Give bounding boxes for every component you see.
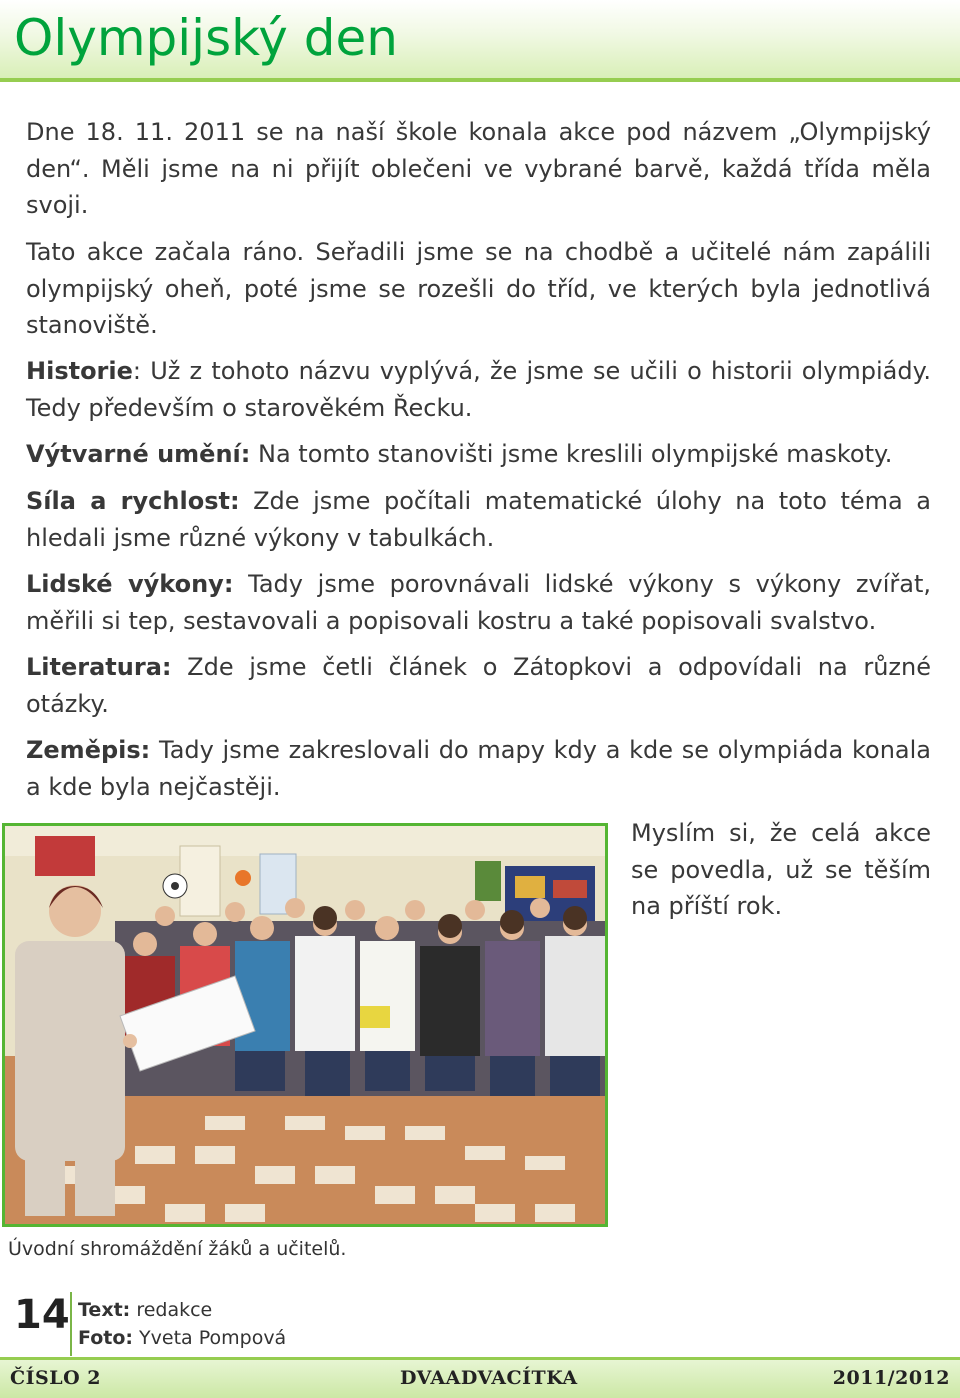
photo-credit: Foto: Yveta Pompová	[78, 1327, 287, 1349]
station-label: Historie	[26, 357, 133, 385]
station-text: Zde jsme četli článek o Zátopkovi a odpovídali na různé otázky.	[26, 653, 931, 718]
intro-paragraph: Dne 18. 11. 2011 se na naší škole konala akce pod názvem „Olympijský den“. Měli jsme na ni přijít oblečeni ve vybrané barvě, každá třída měla svoji.	[26, 118, 931, 219]
credits-divider	[70, 1292, 72, 1356]
station-text: Na tomto stanovišti jsme kreslili olympijské maskoty.	[258, 440, 893, 468]
page-title: Olympijský den	[14, 9, 398, 67]
magazine-name: DVAADVACÍTKA	[400, 1367, 578, 1389]
morning-paragraph: Tato akce začala ráno. Seřadili jsme se na chodbě a učitelé nám zapálili olympijský oheň, poté jsme se rozešli do tříd, ve kterých byla jednotlivá stanoviště.	[26, 238, 931, 339]
station-literature	[26, 649, 931, 722]
station-strength	[26, 483, 931, 556]
station-art	[26, 436, 931, 473]
assembly-photo	[2, 823, 608, 1227]
station-label: Literatura:	[26, 653, 172, 681]
station-text: Tady jsme zakreslovali do mapy kdy a kde se olympiáda konala a kde byla nejčastěji.	[26, 736, 931, 801]
assembly-photo-illustration	[5, 826, 605, 1224]
station-label: Výtvarné umění:	[26, 440, 251, 468]
school-year: 2011/2012	[832, 1367, 950, 1389]
photo-caption: Úvodní shromáždění žáků a učitelů.	[8, 1238, 347, 1260]
text-credit: Text: redakce	[78, 1299, 213, 1321]
credits	[78, 1296, 286, 1352]
station-label: Lidské výkony:	[26, 570, 234, 598]
page-number: 14	[14, 1292, 70, 1338]
station-human-performance	[26, 566, 931, 639]
issue-number: ČÍSLO 2	[10, 1367, 101, 1389]
footer	[0, 1357, 960, 1398]
station-label: Síla a rychlost:	[26, 487, 240, 515]
station-label: Zeměpis:	[26, 736, 151, 764]
closing-note: Myslím si, že celá akce se povedla, už se těším na příští rok.	[631, 819, 931, 920]
station-text: Zde jsme počítali matematické úlohy na toto téma a hledali jsme různé výkony v tabulkách.	[26, 487, 931, 552]
title-bar	[0, 0, 960, 82]
station-text: Už z tohoto názvu vyplývá, že jsme se učili o historii olympiády. Tedy především o starověkém Řecku.	[26, 357, 931, 422]
station-text: Tady jsme porovnávali lidské výkony s výkony zvířat, měřili si tep, sestavovali a popisovali kostru a také popisovali svalstvo.	[26, 570, 931, 635]
station-geography	[26, 732, 931, 805]
station-history: Historie: Už z tohoto názvu vyplývá, že jsme se učili o historii olympiády. Tedy především o starověkém Řecku.	[26, 357, 931, 422]
